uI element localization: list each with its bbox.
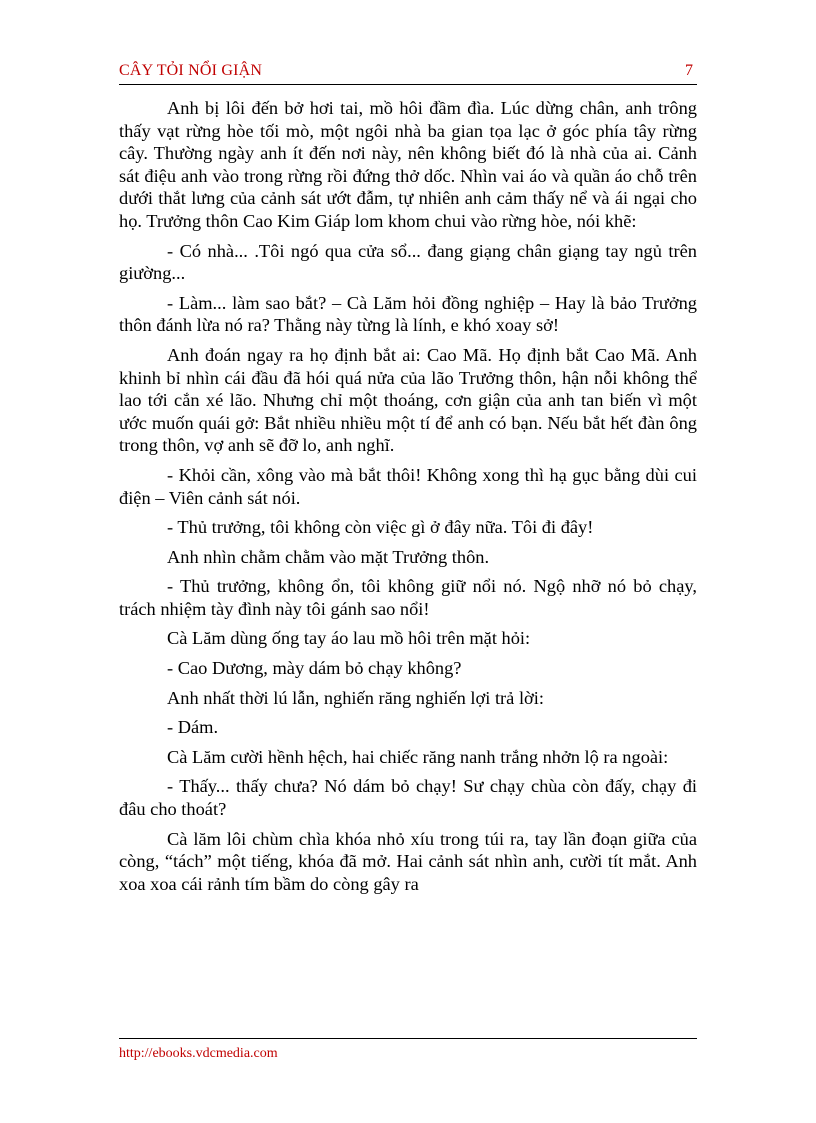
paragraph: - Thủ trưởng, tôi không còn việc gì ở đây nữa. Tôi đi đây! (167, 517, 594, 538)
paragraph: - Dám. (167, 717, 219, 738)
paragraph: - Có nhà... .Tôi ngó qua cửa sổ... đang giạng chân giạng tay ngủ trên giường... (119, 240, 697, 284)
page-body (119, 97, 697, 902)
page-footer (119, 1038, 697, 1062)
paragraph: - Cao Dương, mày dám bỏ chạy không? (167, 658, 462, 679)
paragraph: - Thủ trưởng, không ổn, tôi không giữ nổi nó. Ngộ nhỡ nó bỏ chạy, trách nhiệm tày đình này tôi gánh sao nổi! (119, 576, 697, 619)
book-title: CÂY TỎI NỔI GIẬN (119, 62, 263, 79)
page-number: 7 (685, 62, 693, 79)
paragraph: Cà lăm lôi chùm chìa khóa nhỏ xíu trong túi ra, tay lần đoạn giữa của còng, “tách” một tiếng, khóa đã mở. Hai cảnh sát nhìn anh, cười tít mắt. Anh xoa xoa cái rảnh tím bầm do còng gây ra (119, 828, 697, 894)
paragraph: Anh nhìn chằm chằm vào mặt Trưởng thôn. (167, 546, 490, 567)
paragraph: Anh đoán ngay ra họ định bắt ai: Cao Mã. Họ định bắt Cao Mã. Anh khinh bỉ nhìn cái đầu đã hói quá nửa của lão Trưởng thôn, hận nỗi không thể lao tới cắn xé lão. Nhưng chỉ một thoáng, cơn giận của anh tan biến vì một ước muốn quái gở: Bắt nhiều nhiều một tí để anh có bạn. Nếu bắt hết đàn ông trong thôn, vợ anh sẽ đỡ lo, anh nghĩ. (119, 344, 697, 456)
paragraph: Anh bị lôi đến bở hơi tai, mồ hôi đầm đìa. Lúc dừng chân, anh trông thấy vạt rừng hòe tối mò, một ngôi nhà ba gian tọa lạc ở góc phía tây rừng cây. Thường ngày anh ít đến nơi này, nên không biết đó là nhà của ai. Cảnh sát điệu anh vào trong rừng rồi đứng thở dốc. Nhìn vai áo và quần áo chỗ trên dưới thắt lưng của cảnh sát ướt đẫm, tự nhiên anh cảm thấy nể và ái ngại cho họ. Trưởng thôn Cao Kim Giáp lom khom chui vào rừng hòe, nói khẽ: (119, 98, 697, 231)
page-header (119, 60, 697, 85)
paragraph: Cà Lăm dùng ống tay áo lau mồ hôi trên mặt hỏi: (167, 628, 531, 649)
footer-link[interactable]: http://ebooks.vdcmedia.com (119, 1046, 278, 1061)
paragraph: Anh nhất thời lú lẫn, nghiến răng nghiến lợi trả lời: (167, 687, 544, 708)
paragraph: - Thấy... thấy chưa? Nó dám bỏ chạy! Sư chạy chùa còn đấy, chạy đi đâu cho thoát? (119, 776, 697, 820)
paragraph: - Làm... làm sao bắt? – Cà Lăm hỏi đồng nghiệp – Hay là bảo Trưởng thôn đánh lừa nó ra? Thằng này từng là lính, e khó xoay sở! (119, 292, 697, 336)
paragraph: - Khỏi cần, xông vào mà bắt thôi! Không xong thì hạ gục bằng dùi cui điện – Viên cảnh sát nói. (119, 464, 697, 508)
paragraph: Cà Lăm cười hềnh hệch, hai chiếc răng nanh trắng nhởn lộ ra ngoài: (167, 746, 669, 767)
